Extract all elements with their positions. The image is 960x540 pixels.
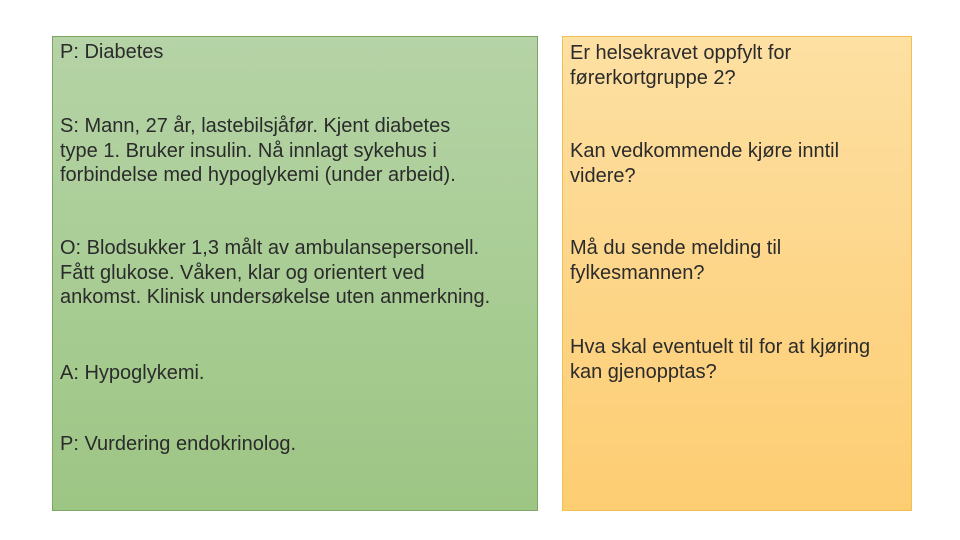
question-item: Kan vedkommende kjøre inntil videre? (570, 140, 840, 187)
soap-assessment: A: Hypoglykemi. (60, 362, 205, 384)
question-item: Er helsekravet oppfylt for førerkortgruppe 2? (570, 42, 792, 89)
soap-problem: P: Diabetes (60, 41, 164, 63)
soap-objective: O: Blodsukker 1,3 målt av ambulansepersonell. Fått glukose. Våken, klar og orientert ved ankomst. Klinisk undersøkelse uten anmerkning. (60, 237, 491, 308)
soap-plan: P: Vurdering endokrinolog. (60, 433, 297, 455)
question-item: Må du sende melding til fylkesmannen? (570, 237, 782, 284)
question-item: Hva skal eventuelt til for at kjøring kan gjenopptas? (570, 336, 871, 383)
soap-subjective: S: Mann, 27 år, lastebilsjåfør. Kjent diabetes type 1. Bruker insulin. Nå innlagt sykehus i forbindelse med hypoglykemi (under arbeid). (60, 115, 456, 186)
